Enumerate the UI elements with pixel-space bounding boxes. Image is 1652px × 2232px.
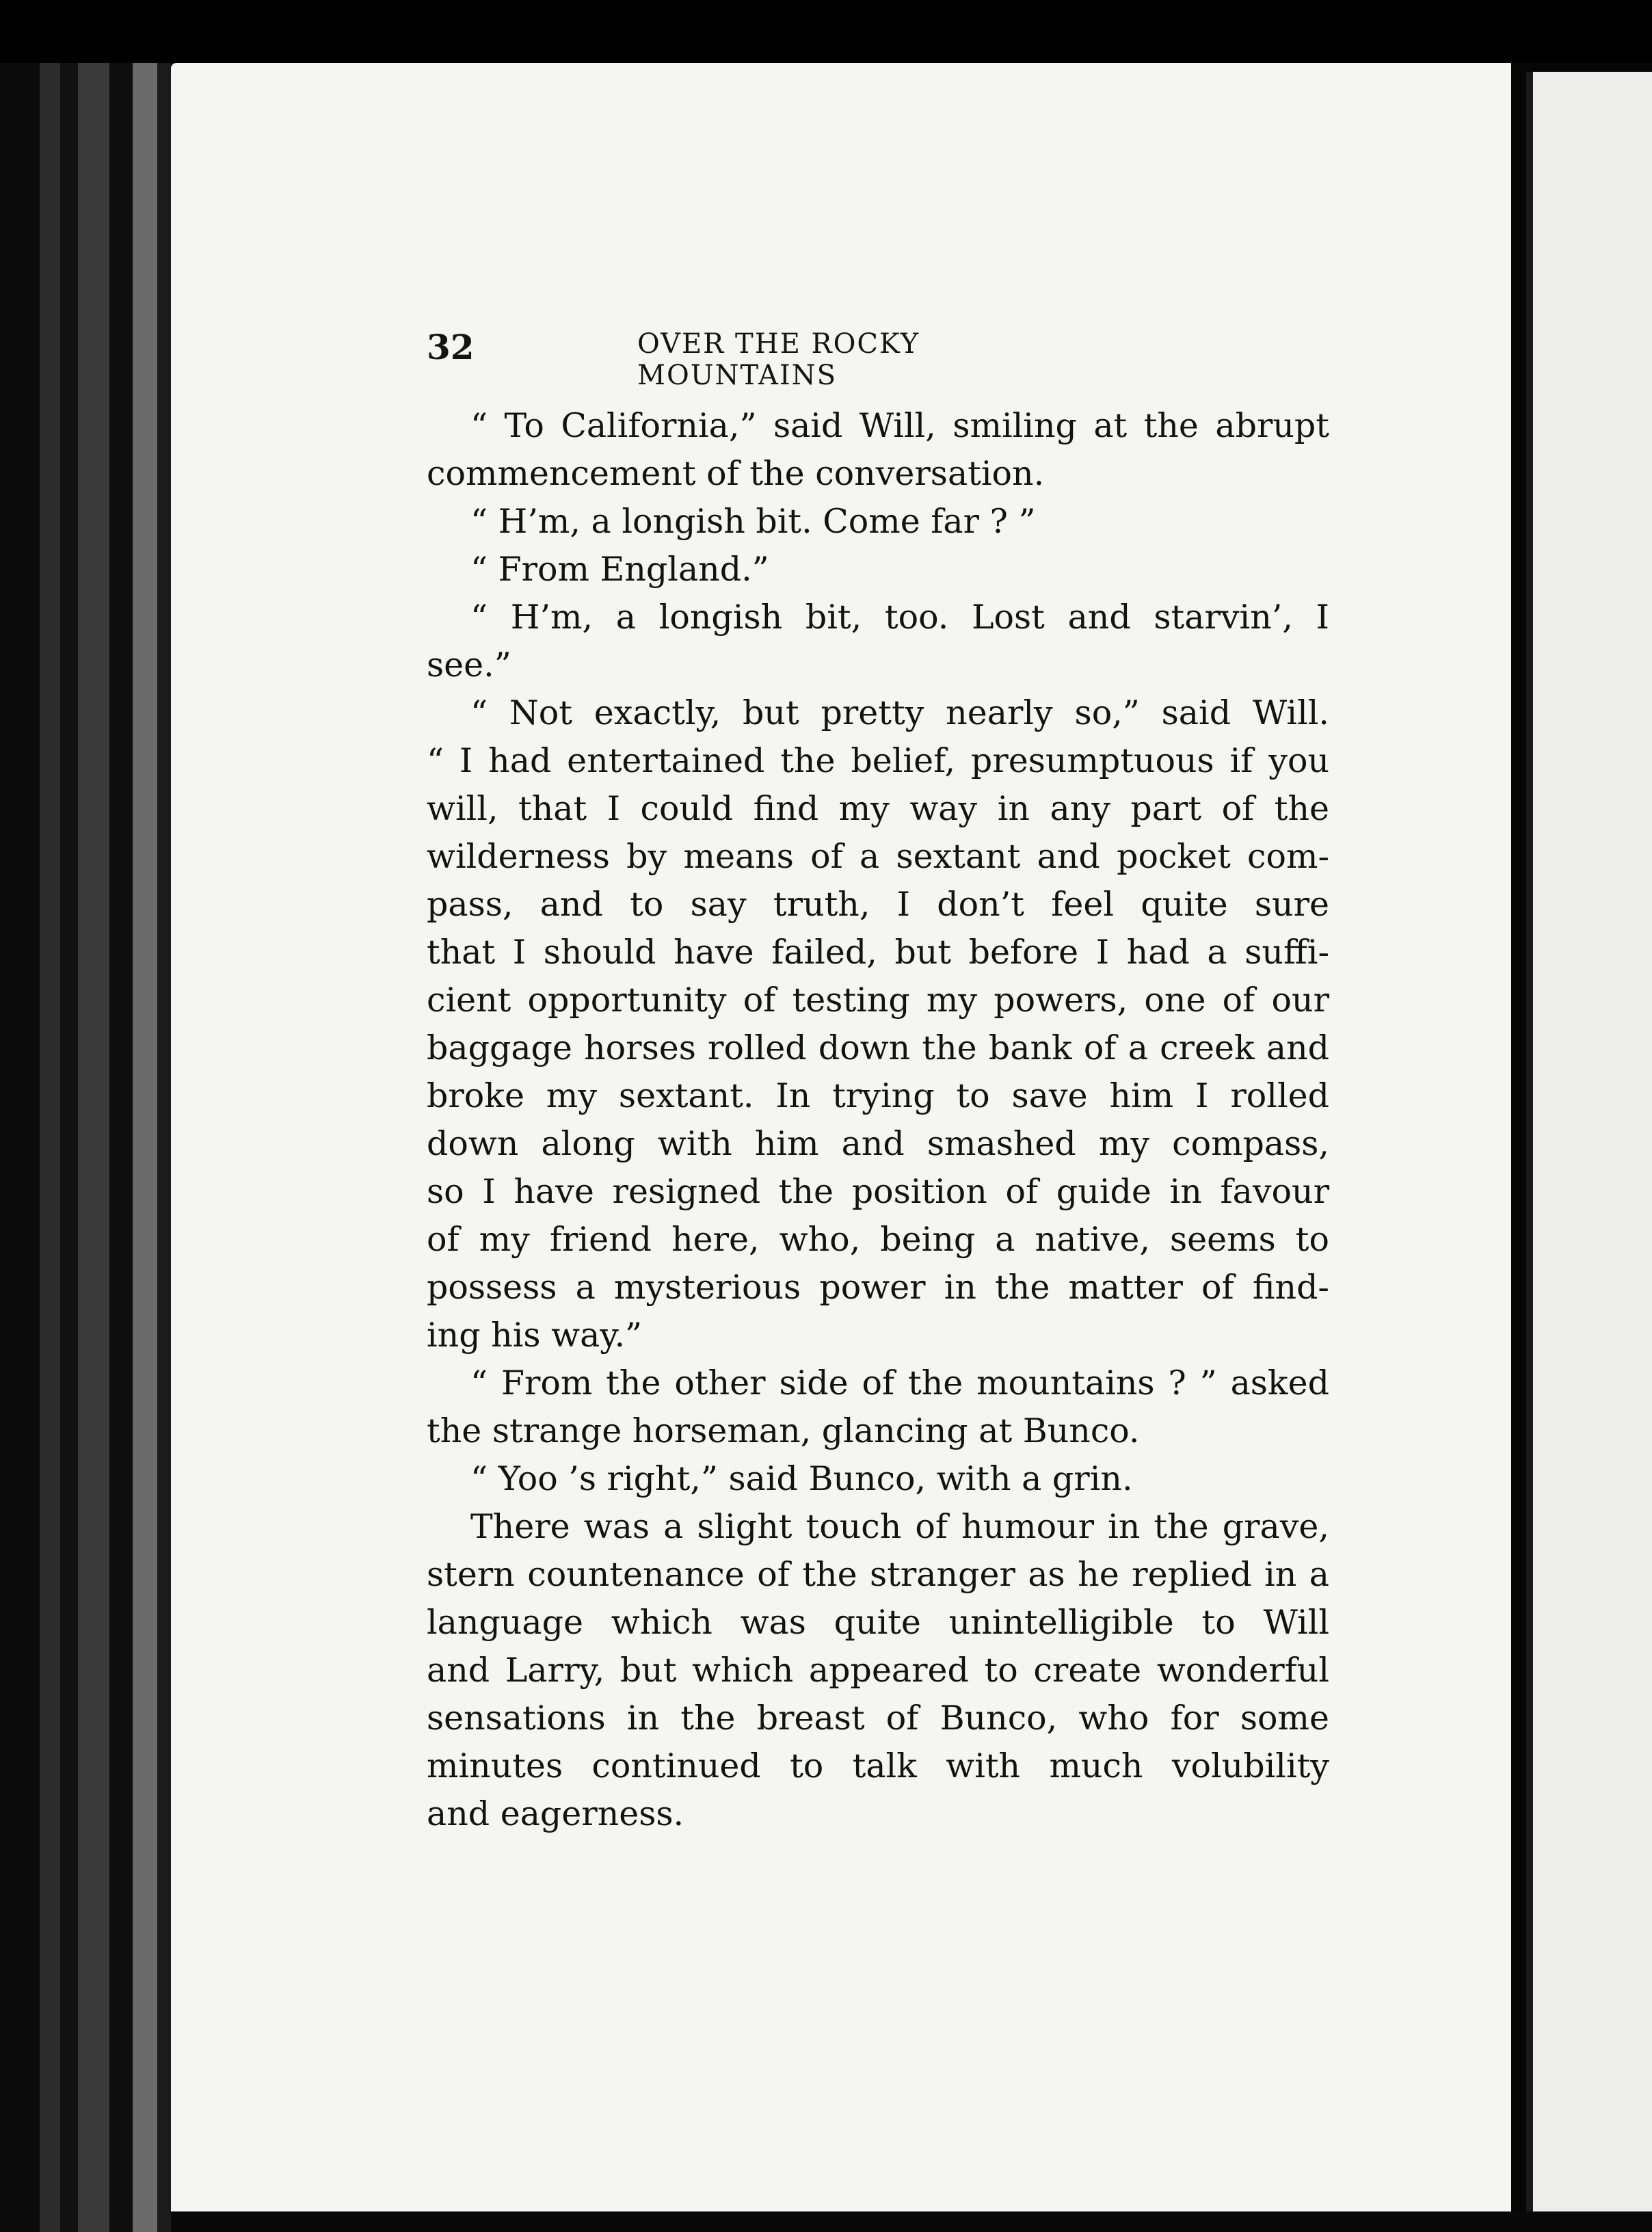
text-line: wilderness by means of a sextant and pocket com- xyxy=(427,837,1329,876)
text-line: see.” xyxy=(427,646,511,685)
text-line: will, that I could find my way in any part of the xyxy=(427,789,1329,828)
text-line: sensations in the breast of Bunco, who for some xyxy=(427,1699,1329,1738)
text-line: stern countenance of the stranger as he replied in a xyxy=(427,1555,1329,1594)
book-spine-edge xyxy=(133,0,157,2232)
text-line: language which was quite unintelligible to Will xyxy=(427,1603,1329,1642)
text-line: pass, and to say truth, I don’t feel quite sure xyxy=(427,885,1329,924)
running-head xyxy=(427,327,1115,391)
book-spine-shadow xyxy=(0,0,40,2232)
text-line: “ Yoo ’s right,” said Bunco, with a grin. xyxy=(470,1459,1133,1498)
text-line: possess a mysterious power in the matter of find- xyxy=(427,1268,1329,1307)
text-line: of my friend here, who, being a native, seems to xyxy=(427,1220,1329,1259)
text-line: There was a slight touch of humour in the grave, xyxy=(470,1507,1329,1546)
text-line: down along with him and smashed my compass, xyxy=(427,1124,1329,1163)
text-line: baggage horses rolled down the bank of a creek and xyxy=(427,1028,1329,1067)
text-line: “ H’m, a longish bit. Come far ? ” xyxy=(470,502,1036,541)
text-line: “ I had entertained the belief, presumptuous if you xyxy=(427,741,1329,780)
book-spine-edge xyxy=(40,0,60,2232)
text-line: broke my sextant. In trying to save him I rolled xyxy=(427,1076,1329,1115)
facing-page-edge xyxy=(1526,72,1652,2212)
text-line: cient opportunity of testing my powers, one of our xyxy=(427,981,1329,1020)
running-title: OVER THE ROCKY MOUNTAINS xyxy=(637,328,920,391)
text-line: “ Not exactly, but pretty nearly so,” said Will. xyxy=(470,693,1329,732)
book-spine-edge xyxy=(60,0,78,2232)
book-spine-edge xyxy=(78,0,109,2232)
text-line: and eagerness. xyxy=(427,1794,684,1833)
text-line: “ To California,” said Will, smiling at the abrupt xyxy=(470,406,1329,445)
text-line: minutes continued to talk with much volubility xyxy=(427,1746,1329,1785)
text-line: “ From England.” xyxy=(470,550,769,589)
scan-top-shadow xyxy=(0,0,1652,63)
scan-bottom-shadow xyxy=(171,2211,1652,2232)
book-spine-edge xyxy=(157,0,171,2232)
text-line: “ From the other side of the mountains ? ” asked xyxy=(470,1364,1329,1403)
text-line: ing his way.” xyxy=(427,1316,643,1355)
book-spine-edge xyxy=(109,0,133,2232)
text-line: the strange horseman, glancing at Bunco. xyxy=(427,1411,1140,1450)
text-line: commencement of the conversation. xyxy=(427,454,1045,493)
text-line: so I have resigned the position of guide in favour xyxy=(427,1172,1329,1211)
page-number: 32 xyxy=(427,327,475,367)
text-line: and Larry, but which appeared to create wonderful xyxy=(427,1651,1329,1690)
text-line: that I should have failed, but before I had a suffi- xyxy=(427,933,1329,972)
text-line: “ H’m, a longish bit, too. Lost and starvin’, I xyxy=(470,598,1329,637)
